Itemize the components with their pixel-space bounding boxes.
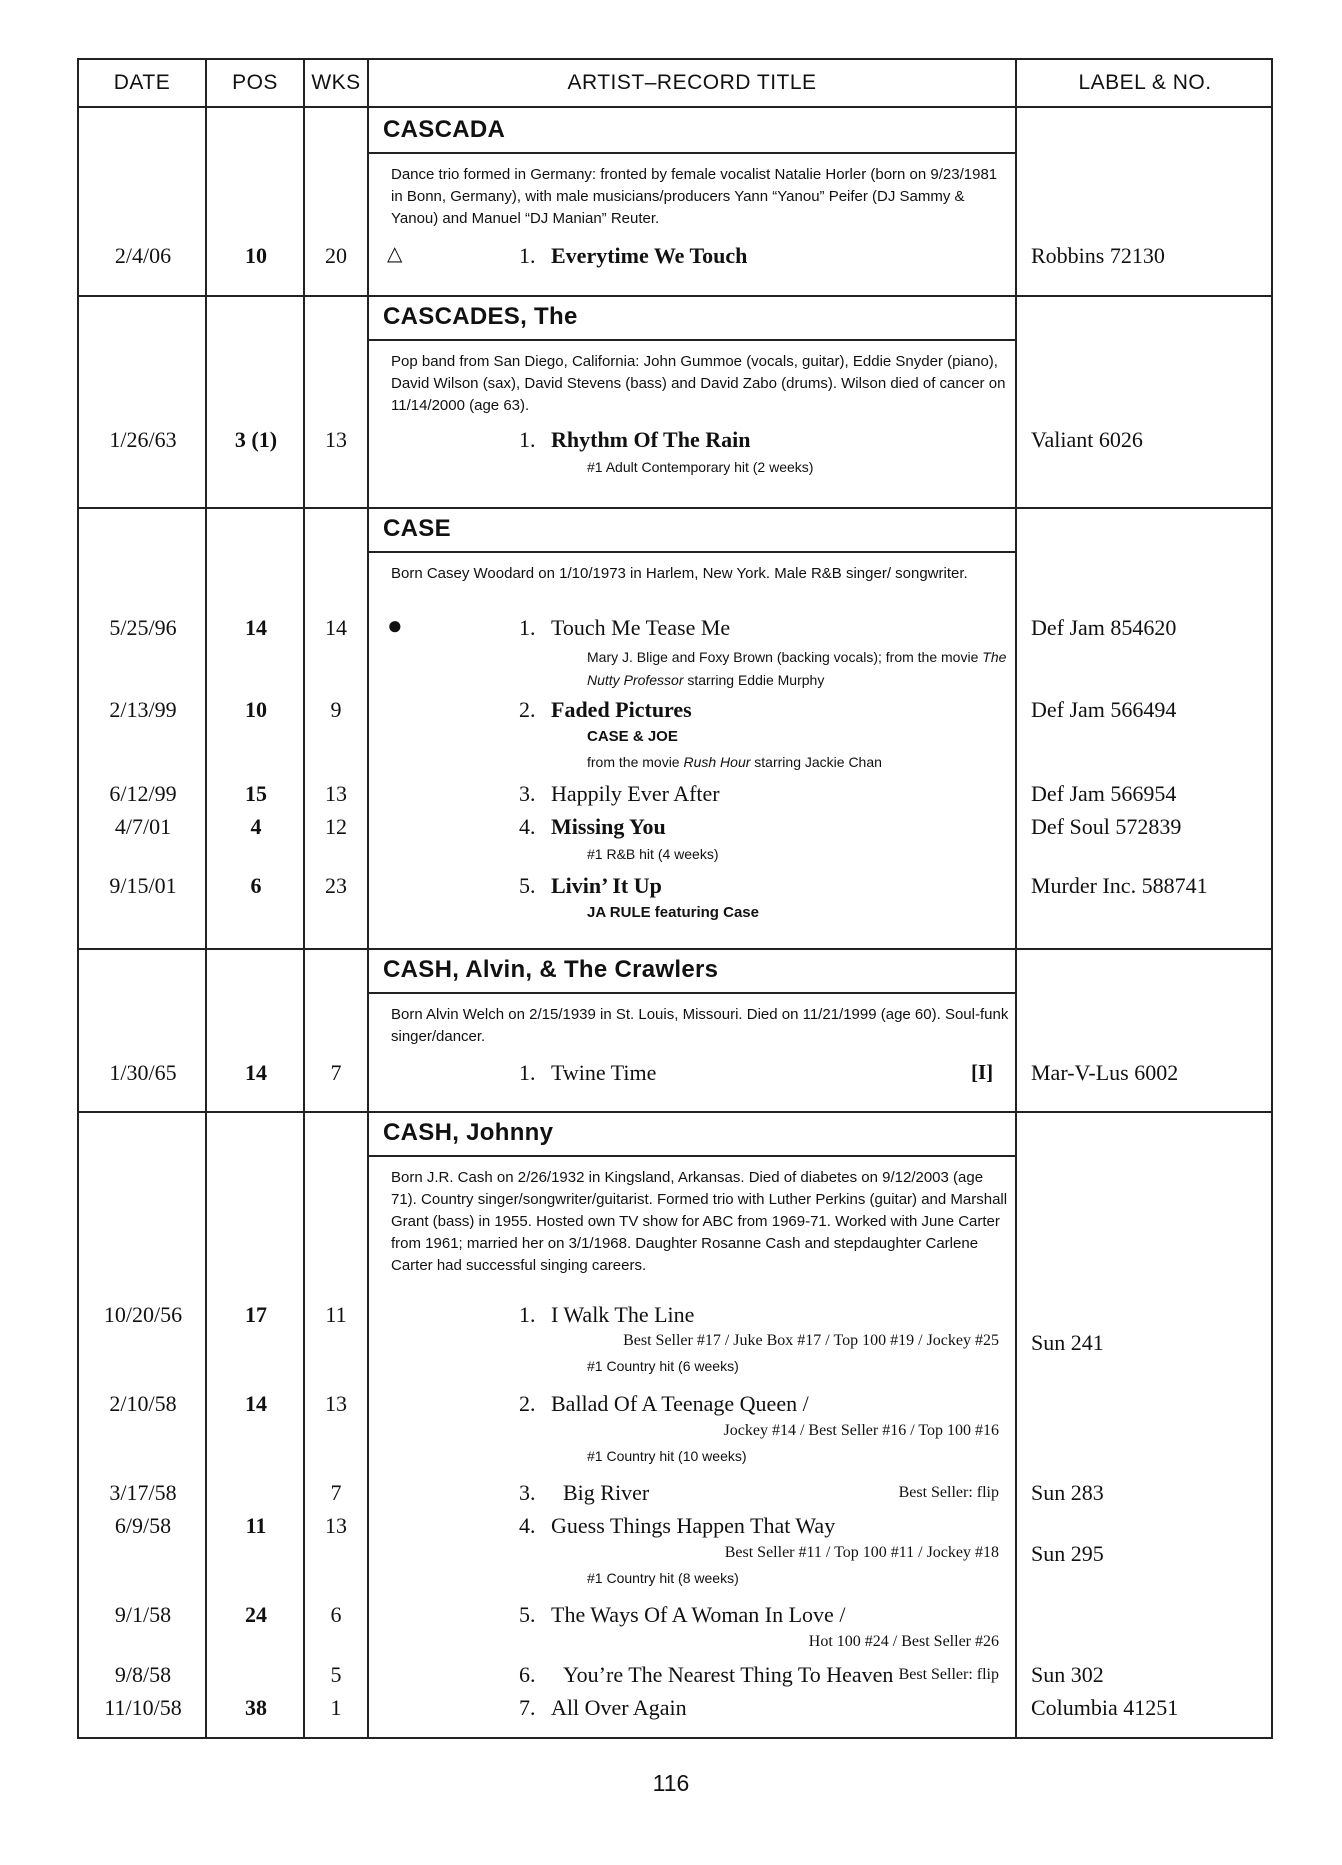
artist-heading xyxy=(369,950,1017,994)
record-note xyxy=(587,754,882,770)
entry-wks: 13 xyxy=(325,781,347,806)
chart-positions: Best Seller: flip xyxy=(898,1666,999,1683)
entry-wks: 7 xyxy=(330,1480,342,1505)
record-title: The Ways Of A Woman In Love / xyxy=(551,1602,846,1627)
artist-name: CASH, Alvin, & The Crawlers xyxy=(383,956,719,983)
artist-heading xyxy=(369,110,1017,154)
chart-note: #1 Country hit (8 weeks) xyxy=(587,1570,739,1586)
artist-name: CASCADES, The xyxy=(383,303,578,330)
platinum-certification-icon: ● xyxy=(387,611,403,640)
entry-date: 2/13/99 xyxy=(109,697,177,722)
note-text: Mary J. Blige and Foxy Brown (backing vocals); from the movie xyxy=(587,649,983,665)
record-label: Def Jam 566494 xyxy=(1031,697,1177,722)
entry-date: 3/17/58 xyxy=(109,1480,177,1505)
entry-wks: 7 xyxy=(330,1060,342,1085)
note-text: starring Eddie Murphy xyxy=(683,672,825,688)
header-wks: WKS xyxy=(311,71,361,94)
credit-line: CASE & JOE xyxy=(587,728,678,745)
record-label: Robbins 72130 xyxy=(1031,243,1165,268)
chart-note: #1 Adult Contemporary hit (2 weeks) xyxy=(587,459,814,475)
entry-number: 1. xyxy=(519,243,536,268)
entry-number: 6. xyxy=(519,1662,536,1687)
entry-wks: 14 xyxy=(325,615,347,640)
record-title: Big River xyxy=(563,1480,650,1505)
entry-number: 3. xyxy=(519,781,536,806)
entry-date: 10/20/56 xyxy=(103,1302,183,1327)
header-artist-title: ARTIST–RECORD TITLE xyxy=(567,71,817,94)
chart-note: #1 Country hit (10 weeks) xyxy=(587,1448,747,1464)
entry-date: 4/7/01 xyxy=(114,814,172,839)
chart-positions: Best Seller #11 / Top 100 #11 / Jockey #18 xyxy=(724,1544,999,1561)
entry-number: 7. xyxy=(519,1695,536,1720)
record-label: Murder Inc. 588741 xyxy=(1031,873,1208,898)
record-label: Sun 241 xyxy=(1031,1330,1104,1355)
record-title: Guess Things Happen That Way xyxy=(551,1513,836,1538)
chart-table xyxy=(77,58,1273,1739)
entry-date: 6/9/58 xyxy=(114,1513,172,1538)
artist-name: CASH, Johnny xyxy=(383,1119,554,1146)
record-title: Rhythm Of The Rain xyxy=(551,427,751,452)
note-text: starring Jackie Chan xyxy=(750,754,882,770)
entry-date: 11/10/58 xyxy=(104,1695,182,1720)
entry-number: 2. xyxy=(519,697,536,722)
entry-pos: 10 xyxy=(245,697,267,722)
entry-wks: 1 xyxy=(330,1695,342,1720)
record-label: Mar-V-Lus 6002 xyxy=(1031,1060,1179,1085)
record-label: Sun 295 xyxy=(1031,1541,1104,1566)
record-note xyxy=(587,646,1017,692)
entry-number: 4. xyxy=(519,814,536,839)
entry-wks: 20 xyxy=(325,243,347,268)
entry-date: 5/25/96 xyxy=(109,615,177,640)
header-pos: POS xyxy=(232,71,278,94)
entry-pos: 14 xyxy=(245,615,267,640)
entry-wks: 23 xyxy=(325,873,347,898)
record-label: Sun 283 xyxy=(1031,1480,1104,1505)
record-label: Valiant 6026 xyxy=(1031,427,1143,452)
credit-line: JA RULE featuring Case xyxy=(587,904,759,921)
record-title: Livin’ It Up xyxy=(551,873,662,898)
entry-pos: 6 xyxy=(250,873,262,898)
record-title: Happily Ever After xyxy=(551,781,720,806)
record-title: Touch Me Tease Me xyxy=(551,615,731,640)
header-date: DATE xyxy=(113,71,171,94)
record-title: Missing You xyxy=(551,814,666,839)
artist-bio: Born Alvin Welch on 2/15/1939 in St. Louis, Missouri. Died on 11/21/1999 (age 60). Soul-funk singer/dancer. xyxy=(391,1006,1009,1045)
entry-pos: 14 xyxy=(245,1060,267,1085)
chart-note: #1 R&B hit (4 weeks) xyxy=(587,846,719,862)
entry-wks: 13 xyxy=(325,427,347,452)
artist-heading xyxy=(369,297,1017,341)
note-text: from the movie xyxy=(587,754,684,770)
record-title: Ballad Of A Teenage Queen / xyxy=(551,1391,809,1416)
table-header xyxy=(79,60,1271,108)
artist-heading xyxy=(369,509,1017,553)
entry-pos: 24 xyxy=(245,1602,267,1627)
entry-wks: 6 xyxy=(330,1602,342,1627)
entry-date: 2/10/58 xyxy=(109,1391,177,1416)
chart-positions: Hot 100 #24 / Best Seller #26 xyxy=(808,1633,999,1650)
entry-date: 1/26/63 xyxy=(109,427,177,452)
header-label: LABEL & NO. xyxy=(1078,71,1212,94)
record-label: Sun 302 xyxy=(1031,1662,1104,1687)
record-title: I Walk The Line xyxy=(551,1302,695,1327)
record-title: Faded Pictures xyxy=(551,697,692,722)
entry-number: 3. xyxy=(519,1480,536,1505)
record-label: Def Jam 854620 xyxy=(1031,615,1177,640)
entry-date: 6/12/99 xyxy=(109,781,177,806)
movie-title: The Nutty Professor xyxy=(587,649,1007,688)
chart-positions: Best Seller #17 / Juke Box #17 / Top 100 #19 / Jockey #25 xyxy=(623,1332,999,1349)
instrumental-flag: [I] xyxy=(971,1060,994,1084)
entry-wks: 9 xyxy=(330,697,342,722)
record-label: Def Soul 572839 xyxy=(1031,814,1182,839)
artist-heading xyxy=(369,1113,1017,1157)
chart-positions: Jockey #14 / Best Seller #16 / Top 100 #16 xyxy=(723,1422,999,1439)
entry-number: 1. xyxy=(519,615,536,640)
entry-number: 4. xyxy=(519,1513,536,1538)
entry-date: 1/30/65 xyxy=(109,1060,177,1085)
chart-note: #1 Country hit (6 weeks) xyxy=(587,1358,739,1374)
entry-number: 1. xyxy=(519,1302,536,1327)
page-number: 116 xyxy=(652,1770,690,1796)
entry-wks: 13 xyxy=(325,1391,347,1416)
entry-pos: 38 xyxy=(245,1695,267,1720)
entry-date: 2/4/06 xyxy=(114,243,172,268)
artist-bio: Pop band from San Diego, California: John Gummoe (vocals, guitar), Eddie Snyder (piano), David Wilson (sax), David Stevens (bass) and David Zabo (drums). Wilson died of cancer on 11/14/2000 (age 63). xyxy=(391,353,1006,414)
record-title: You’re The Nearest Thing To Heaven xyxy=(563,1662,894,1687)
entry-number: 2. xyxy=(519,1391,536,1416)
entry-pos: 15 xyxy=(245,781,267,806)
entry-date: 9/1/58 xyxy=(114,1602,172,1627)
record-label: Columbia 41251 xyxy=(1031,1695,1179,1720)
entry-number: 5. xyxy=(519,1602,536,1627)
entry-wks: 11 xyxy=(325,1302,347,1327)
artist-name: CASCADA xyxy=(383,116,506,143)
artist-bio: Dance trio formed in Germany: fronted by female vocalist Natalie Horler (born on 9/23/1981 in Bonn, Germany), with male musicians/producers Yann “Yanou” Peifer (DJ Sammy & Yanou) and Manuel “DJ Manian” Reuter. xyxy=(391,166,998,227)
artist-bio: Born Casey Woodard on 1/10/1973 in Harlem, New York. Male R&B singer/ songwriter. xyxy=(391,565,968,582)
entry-pos: 10 xyxy=(245,243,267,268)
record-title: Everytime We Touch xyxy=(551,243,748,268)
entry-number: 5. xyxy=(519,873,536,898)
entry-wks: 5 xyxy=(330,1662,342,1687)
entry-number: 1. xyxy=(519,1060,536,1085)
entry-pos: 11 xyxy=(245,1513,267,1538)
entry-pos: 3 (1) xyxy=(234,427,278,452)
artist-bio: Born J.R. Cash on 2/26/1932 in Kingsland, Arkansas. Died of diabetes on 9/12/2003 (age 71). Country singer/songwriter/guitarist. Formed trio with Luther Perkins (guitar) and Marshall Grant (bass) in 1955. Hosted own TV show for ABC from 1969-71. Worked with June Carter from 1961; married her on 3/1/1968. Daughter Rosanne Cash and stepdaughter Carlene Carter had successful singing careers. xyxy=(391,1169,1008,1274)
entry-date: 9/15/01 xyxy=(109,873,177,898)
record-label: Def Jam 566954 xyxy=(1031,781,1177,806)
record-title: Twine Time xyxy=(551,1060,657,1085)
entry-wks: 12 xyxy=(325,814,347,839)
movie-title: Rush Hour xyxy=(683,754,751,770)
entry-pos: 14 xyxy=(245,1391,267,1416)
chart-positions: Best Seller: flip xyxy=(898,1484,999,1501)
entry-date: 9/8/58 xyxy=(114,1662,172,1687)
entry-number: 1. xyxy=(519,427,536,452)
entry-pos: 17 xyxy=(245,1302,267,1327)
entry-wks: 13 xyxy=(325,1513,347,1538)
entry-pos: 4 xyxy=(250,814,262,839)
gold-certification-icon: △ xyxy=(387,243,403,265)
artist-name: CASE xyxy=(383,515,451,542)
record-title: All Over Again xyxy=(551,1695,687,1720)
